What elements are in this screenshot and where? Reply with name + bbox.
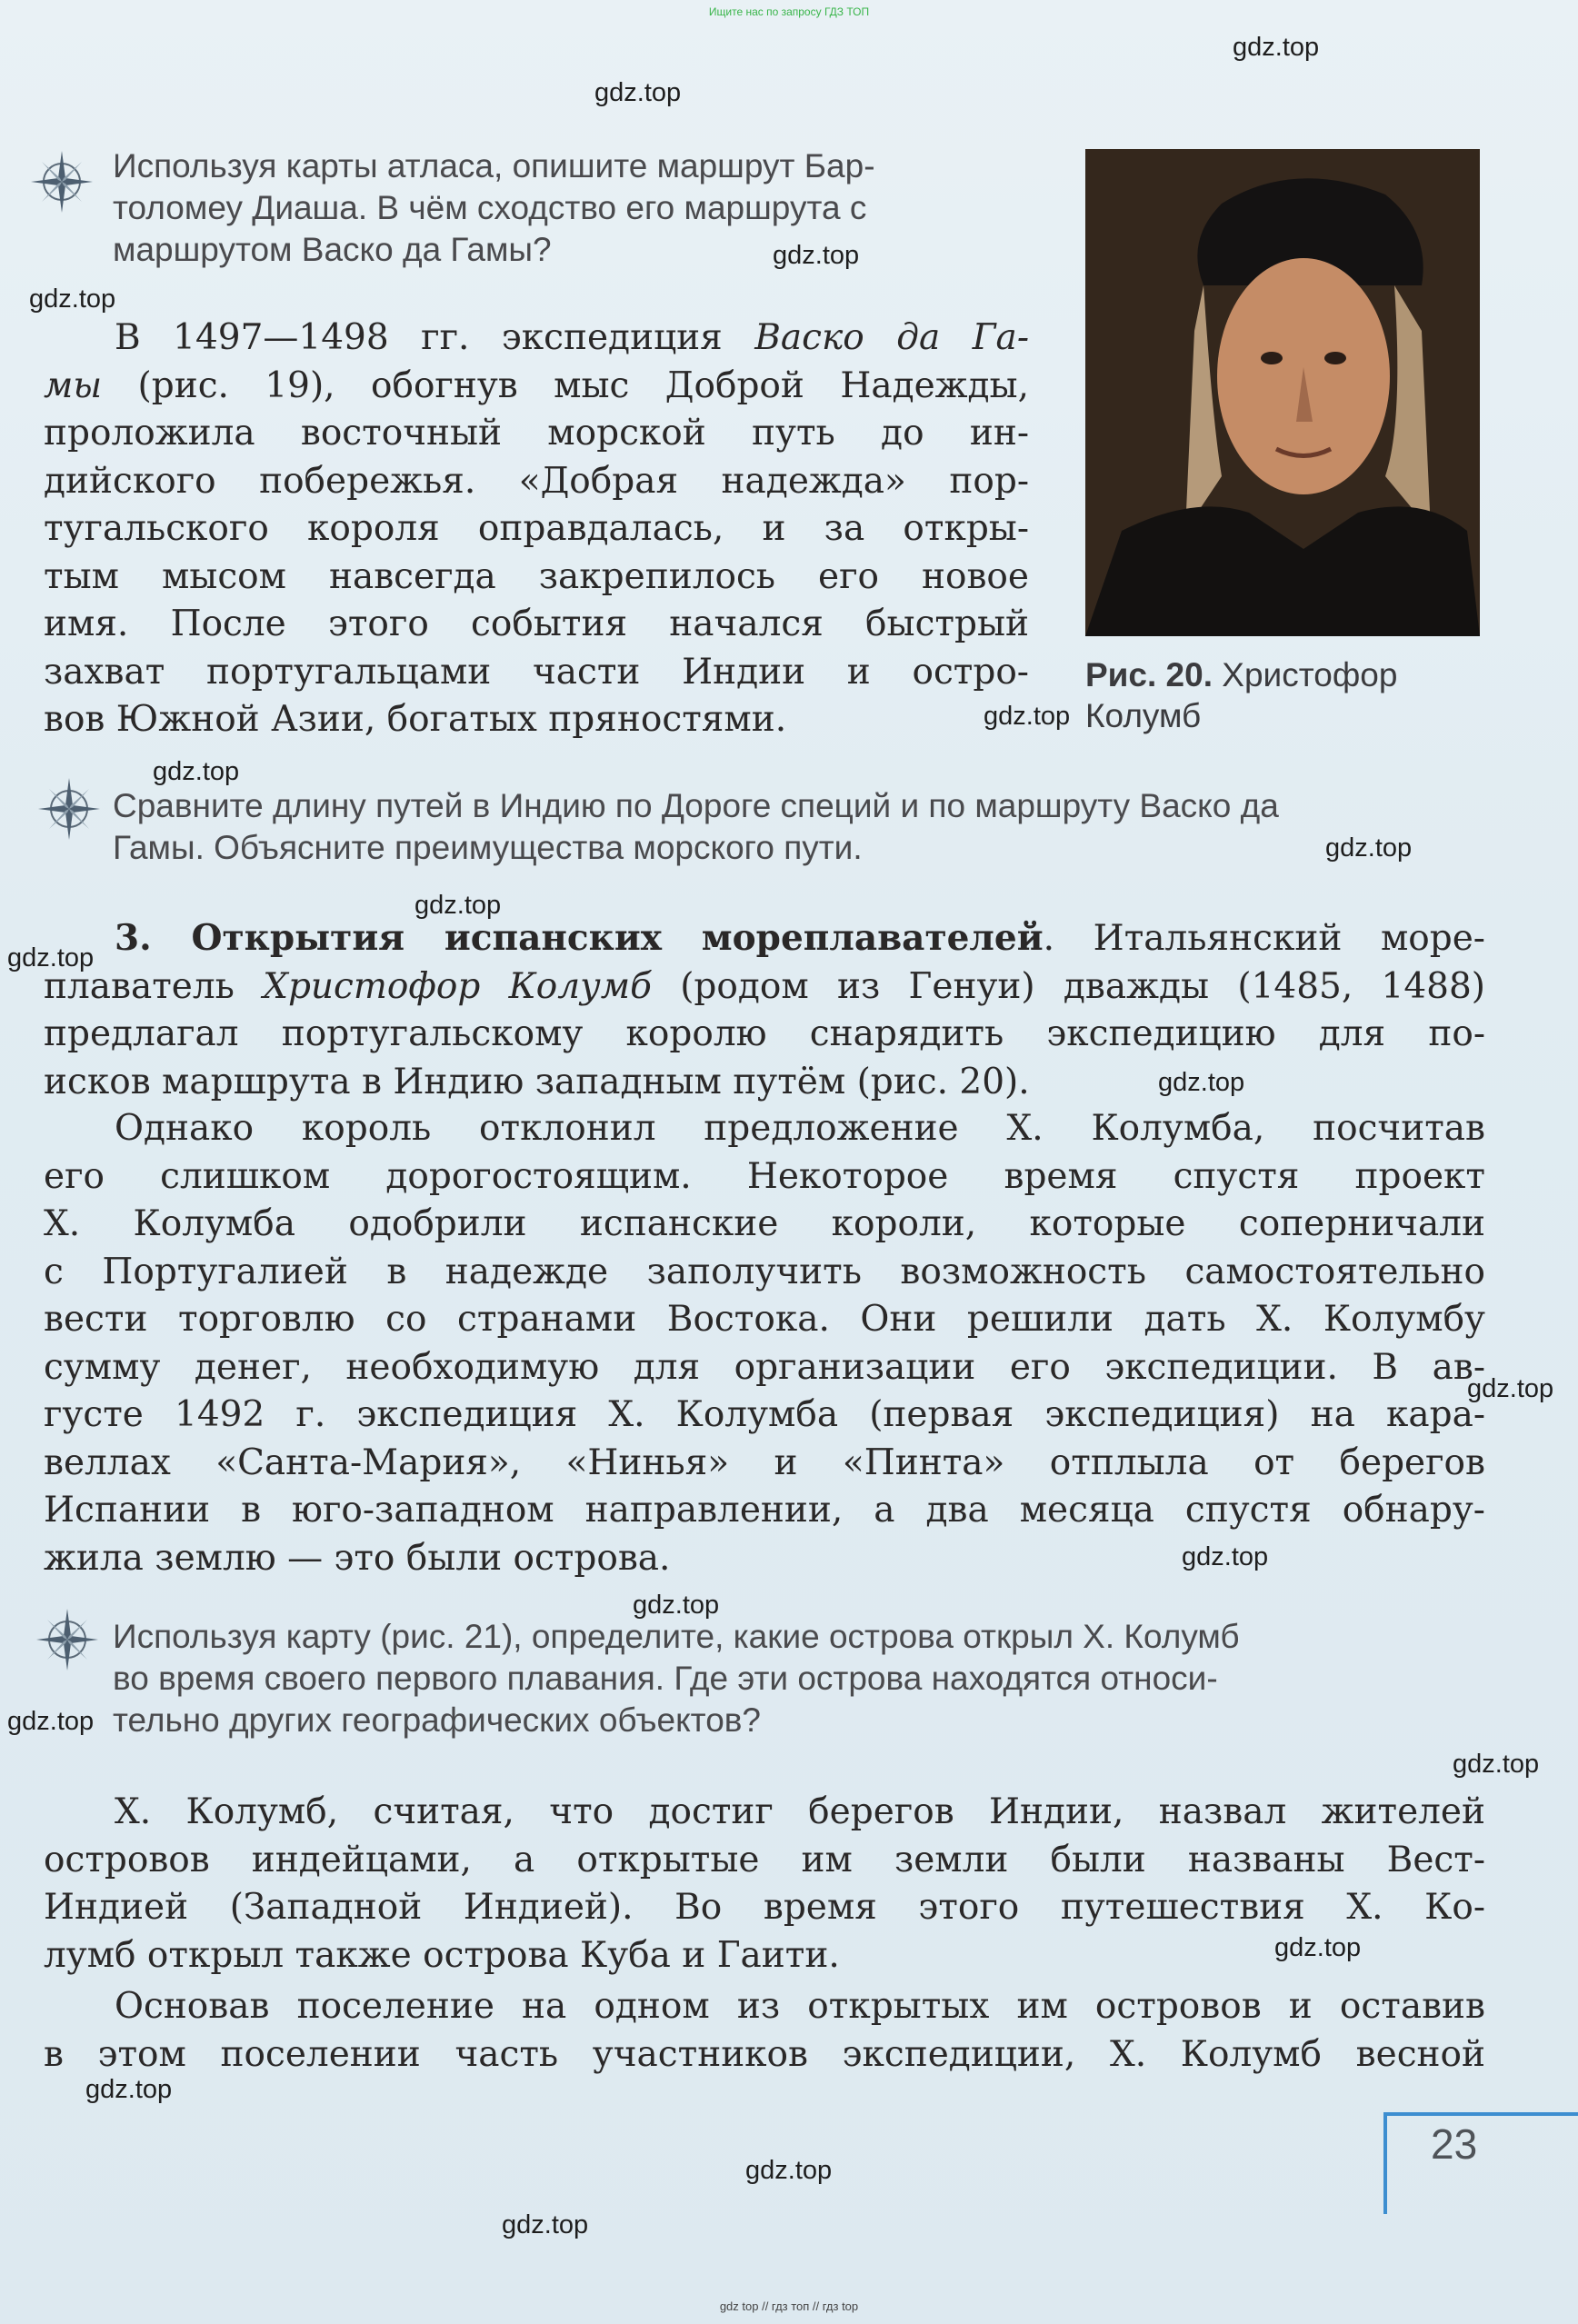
text-line: дийского побережья. «Добрая надежда» пор- <box>44 460 1029 502</box>
question-block-3 <box>113 1616 1494 1741</box>
text-line: в этом поселении часть участников экспедиции, Х. Колумб весной <box>44 2033 1485 2075</box>
question-block-2 <box>113 785 1494 869</box>
section-heading: 3. Открытия испанских мореплавателей <box>115 917 1044 959</box>
watermark: gdz.top <box>85 2075 173 2104</box>
watermark: gdz.top <box>984 702 1071 731</box>
watermark: gdz.top <box>7 1707 95 1736</box>
watermark: gdz.top <box>594 78 682 107</box>
text-line: жила землю — это были острова. <box>44 1537 671 1579</box>
watermark: gdz.top <box>1325 833 1413 863</box>
compass-rose-icon <box>35 1607 100 1672</box>
text-line: проложила восточный морской путь до ин- <box>44 413 1029 454</box>
text-line: Основав поселение на одном из открытых им островов и оставив <box>115 1986 1485 2027</box>
watermark: gdz.top <box>1274 1933 1362 1962</box>
text-line: Х. Колумб, считая, что достиг берегов Индии, назвал жителей <box>115 1791 1485 1832</box>
text-line: его слишком дорогостоящим. Некоторое время спустя проект <box>44 1155 1485 1197</box>
text-line: вов Южной Азии, богатых пряностями. <box>44 699 787 740</box>
watermark: gdz.top <box>153 757 240 786</box>
text-line: 3. Открытия испанских мореплавателей. Итальянский море- <box>115 917 1485 959</box>
footer-text: gdz top // гдз топ // гдз top <box>719 2299 859 2313</box>
text-line: веллах «Санта-Мария», «Нинья» и «Пинта» отплыла от берегов <box>44 1441 1485 1483</box>
text-line: с Португалией в надежде заполучить возможность самостоятельно <box>44 1251 1485 1292</box>
paragraph-vasco-da-gama <box>44 314 1029 744</box>
top-banner: Ищите нас по запросу ГДЗ ТОП <box>708 5 870 18</box>
text-line: Индией (Западной Индией). Во время этого путешествия Х. Ко- <box>44 1887 1485 1928</box>
compass-rose-icon <box>36 776 102 842</box>
watermark: gdz.top <box>502 2210 589 2239</box>
figure-caption: Рис. 20. Христофор Колумб <box>1085 656 1398 734</box>
watermark: gdz.top <box>773 241 860 270</box>
watermark: gdz.top <box>7 943 95 972</box>
question-line: Сравните длину путей в Индию по Дороге специй и по маршруту Васко да <box>113 787 1279 824</box>
text-line: мы (рис. 19), обогнув мыс Доброй Надежды, <box>44 364 1029 406</box>
text-line: Х. Колумба одобрили испанские короли, которые соперничали <box>44 1203 1485 1244</box>
text-line: тым мысом навсегда закрепилось его новое <box>44 555 1029 597</box>
text-line: захват португальцами части Индии и остро- <box>44 651 1029 693</box>
text-line: вести торговлю со странами Востока. Они решили дать Х. Колумбу <box>44 1299 1485 1340</box>
question-line: Используя карты атласа, опишите маршрут Бар- <box>113 147 875 185</box>
watermark: gdz.top <box>1233 33 1320 62</box>
text-line: густе 1492 г. экспедиция Х. Колумба (первая экспедиция) на кара- <box>44 1394 1485 1435</box>
watermark: gdz.top <box>1453 1750 1540 1779</box>
page-number: 23 <box>1431 2120 1478 2168</box>
page-number-frame <box>1385 2112 1578 2116</box>
paragraph-spanish-discoveries <box>44 914 1485 1106</box>
text-line: предлагал португальскому королю снарядить экспедицию для по- <box>44 1013 1485 1054</box>
question-line: Используя карту (рис. 21), определите, какие острова открыл Х. Колумб <box>113 1618 1240 1655</box>
watermark: gdz.top <box>633 1591 720 1620</box>
paragraph-first-expedition <box>44 1105 1485 1582</box>
watermark: gdz.top <box>414 891 502 920</box>
portrait-image <box>1085 149 1480 636</box>
paragraph-settlement <box>44 1983 1485 2079</box>
text-line: лумб открыл также острова Куба и Гаити. <box>44 1934 840 1976</box>
paragraph-west-indies <box>44 1789 1485 1980</box>
text-line: тугальского короля оправдалась, и за откры- <box>44 508 1029 549</box>
text-line: Испании в юго-западном направлении, а два месяца спустя обнару- <box>44 1490 1485 1531</box>
page-number-frame <box>1383 2112 1387 2214</box>
text-line: Однако король отклонил предложение Х. Колумба, посчитав <box>115 1108 1485 1149</box>
text-line: имя. После этого события начался быстрый <box>44 603 1029 644</box>
watermark: gdz.top <box>29 284 116 314</box>
watermark: gdz.top <box>1467 1374 1554 1403</box>
question-block-1 <box>113 145 1040 271</box>
figure-label: Рис. 20. <box>1085 656 1213 693</box>
text-line: плаватель Христофор Колумб (родом из Генуи) дважды (1485, 1488) <box>44 965 1485 1007</box>
watermark: gdz.top <box>745 2156 833 2185</box>
text-line: сумму денег, необходимую для организации его экспедиции. В ав- <box>44 1346 1485 1388</box>
portrait-christopher-columbus <box>1085 149 1480 636</box>
question-line: Гамы. Объясните преимущества морского пути. <box>113 829 863 866</box>
text-line: исков маршрута в Индию западным путём (рис. 20). <box>44 1061 1030 1102</box>
question-line: маршрутом Васко да Гамы? <box>113 231 552 268</box>
compass-rose-icon <box>29 149 95 214</box>
text-line: В 1497—1498 гг. экспедиция Васко да Га- <box>115 317 1029 358</box>
question-line: тельно других географических объектов? <box>113 1701 762 1739</box>
watermark: gdz.top <box>1158 1068 1245 1097</box>
question-line: во время своего первого плавания. Где эти острова находятся относи- <box>113 1660 1218 1697</box>
question-line: толомеу Диаша. В чём сходство его маршрута с <box>113 189 867 226</box>
watermark: gdz.top <box>1182 1542 1269 1571</box>
text-line: островов индейцами, а открытые им земли были названы Вест- <box>44 1839 1485 1880</box>
